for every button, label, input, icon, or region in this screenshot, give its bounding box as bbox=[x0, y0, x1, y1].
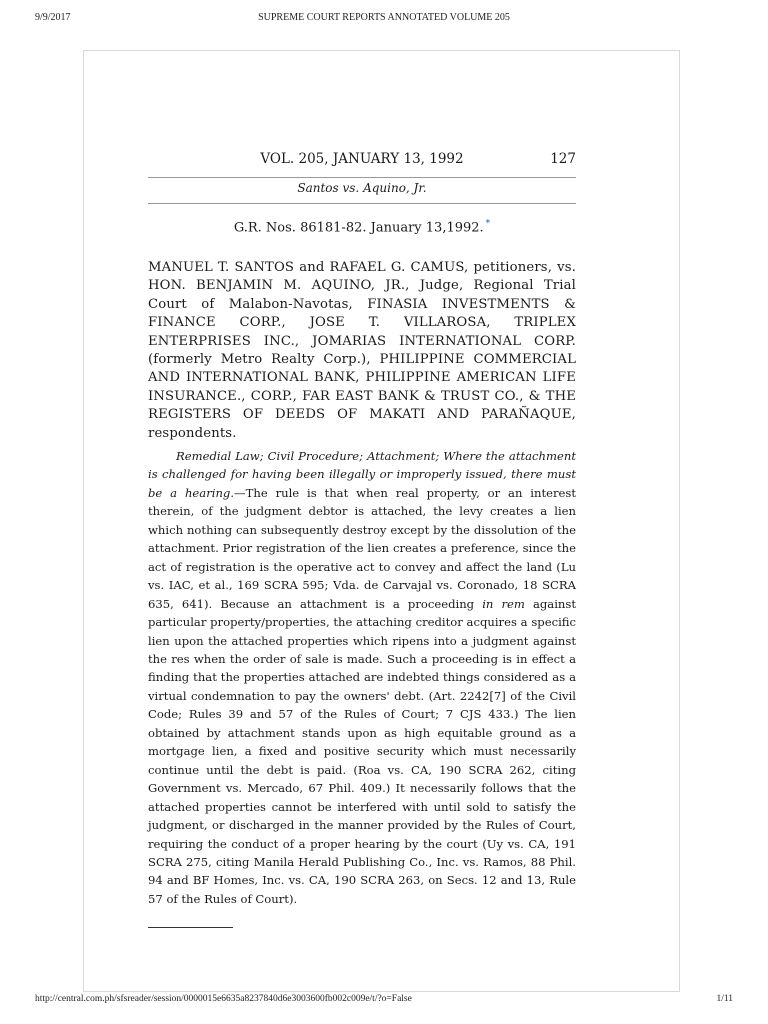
gr-number-line bbox=[148, 219, 576, 235]
gr-number-text: G.R. Nos. 86181-82. January 13,1992. bbox=[233, 220, 484, 236]
syllabus-body-part-2: against particular property/properties, the attaching creditor acquires a specific lien upon the attached properties which ripens into a judgment against the res when the order of sale is made. Such a proceeding is in effect a finding that the properties attached are indebted things considered as a virtual condemnation to pay the owners' debt. (Art. 2242[7] of the Civil Code; Rules 39 and 57 of the Rules of Court; 7 CJS 433.) The lien obtained by attachment stands upon as high equitable ground as a mortgage lien, a fixed and positive security which must necessarily continue until the debt is paid. (Roa vs. CA, 190 SCRA 262, citing Government vs. Mercado, 67 Phil. 409.) It necessarily follows that the attached properties cannot be interfered with until sold to satisfy the judgment, or discharged in the manner provided by the Rules of Court, requiring the conduct of a proper hearing by the court (Uy vs. CA, 191 SCRA 275, citing Manila Herald Publishing Co., Inc. vs. Ramos, 88 Phil. 94 and BF Homes, Inc. vs. CA, 190 SCRA 263, on Secs. 12 and 13, Rule 57 of the Rules of Court). bbox=[148, 596, 576, 906]
print-title: SUPREME COURT REPORTS ANNOTATED VOLUME 205 bbox=[258, 12, 510, 23]
print-url: http://central.com.ph/sfsreader/session/0000015e6635a8237840d6e3003600fb002c009e/t/?o=False bbox=[35, 994, 412, 1004]
syllabus-body-part-1: —The rule is that when real property, or an interest therein, of the judgment debtor is attached, the levy creates a lien which nothing can subsequently destroy except by the dissolution of the attachment. Prior registration of the lien creates a preference, since the act of registration is the operative act to convey and affect the land (Lu vs. IAC, et al., 169 SCRA 595; Vda. de Carvajal vs. Coronado, 18 SCRA 635, 641). Because an attachment is a proceeding bbox=[148, 485, 576, 611]
footnote-marker-link[interactable]: * bbox=[485, 219, 491, 229]
print-footer bbox=[0, 994, 768, 1014]
volume-date: VOL. 205, JANUARY 13, 1992 bbox=[260, 151, 464, 167]
running-head bbox=[148, 151, 576, 171]
page-number: 127 bbox=[550, 151, 576, 167]
header-rule-top bbox=[148, 177, 576, 178]
print-header bbox=[0, 0, 768, 30]
print-date: 9/9/2017 bbox=[35, 12, 71, 23]
footnote-separator bbox=[148, 927, 233, 928]
case-title: Santos vs. Aquino, Jr. bbox=[297, 181, 427, 195]
syllabus-in-rem: in rem bbox=[482, 596, 525, 611]
syllabus-headnote: Remedial Law; Civil Procedure; Attachment; Where the attachment is challenged for having been illegally or improperly issued, there must be a hearing. bbox=[148, 449, 576, 500]
parties-paragraph: MANUEL T. SANTOS and RAFAEL G. CAMUS, petitioners, vs. HON. BENJAMIN M. AQUINO, JR., Judge, Regional Trial Court of Malabon-Navotas, FINASIA INVESTMENTS & FINANCE CORP., JOSE T. VILLAROSA, TRIPLEX ENTERPRISES INC., JOMARIAS INTERNATIONAL CORP. (formerly Metro Realty Corp.), PHILIPPINE COMMERCIAL AND INTERNATIONAL BANK, PHILIPPINE AMERICAN LIFE INSURANCE., CORP., FAR EAST BANK & TRUST CO., & THE REGISTERS OF DEEDS OF MAKATI AND PARAÑAQUE, respondents. bbox=[148, 260, 576, 441]
header-rule-bottom bbox=[148, 203, 576, 204]
print-page-count: 1/11 bbox=[716, 994, 733, 1004]
document-page bbox=[83, 50, 680, 992]
syllabus-paragraph bbox=[148, 447, 576, 908]
